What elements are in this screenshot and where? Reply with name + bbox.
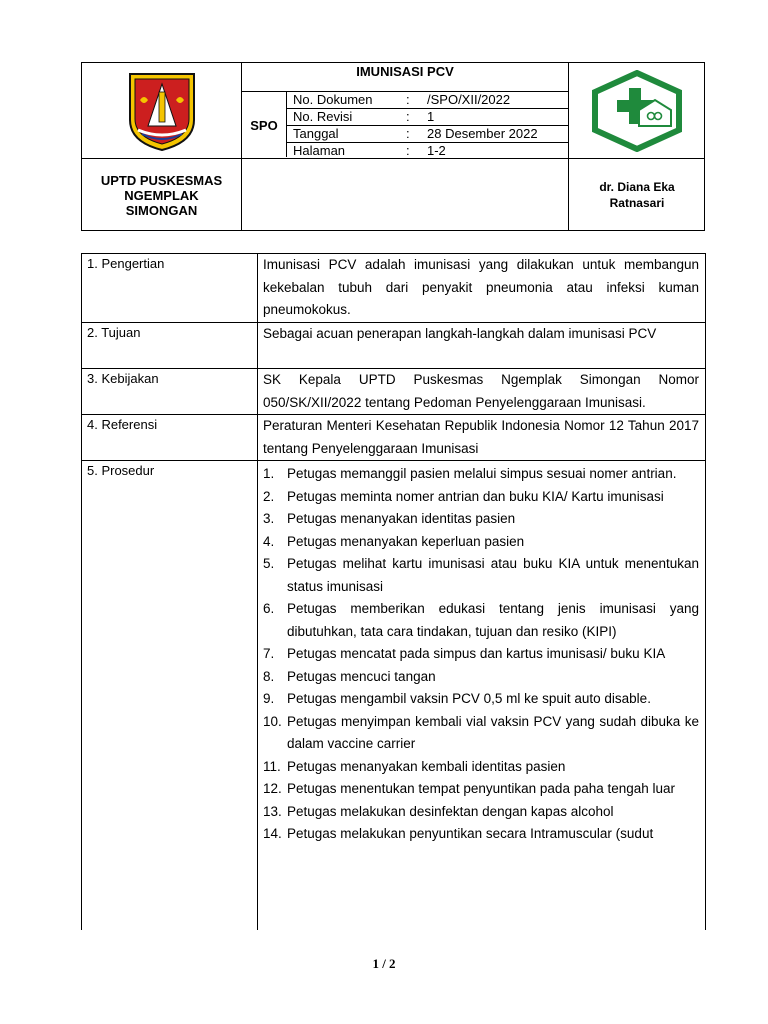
step-text: Petugas memanggil pasien melalui simpus sesuai nomer antrian. <box>287 466 677 481</box>
document-title: IMUNISASI PCV <box>356 64 454 79</box>
procedure-step <box>263 486 699 509</box>
meta-row <box>287 92 568 109</box>
section-tujuan <box>82 323 705 369</box>
step-text: Petugas mencatat pada simpus dan kartus imunisasi/ buku KIA <box>287 646 666 661</box>
meta-key: No. Dokumen <box>293 92 373 107</box>
step-number: 9. <box>263 691 275 706</box>
meta-value: 28 Desember 2022 <box>427 126 538 141</box>
section-prosedur <box>82 461 705 930</box>
page-number: 1 / 2 <box>372 956 396 971</box>
org-name-line: NGEMPLAK <box>124 187 199 203</box>
procedure-step <box>263 553 699 598</box>
step-text: Petugas melakukan desinfektan dengan kapas alcohol <box>287 803 614 819</box>
city-crest-logo <box>82 63 241 158</box>
step-number: 13. <box>263 803 282 819</box>
procedure-table <box>81 253 706 930</box>
crest-icon <box>124 70 200 152</box>
step-number: 4. <box>263 533 275 549</box>
meta-value: 1-2 <box>427 143 446 158</box>
puskesmas-hexagon-icon <box>591 70 683 152</box>
step-number: 11. <box>263 758 281 774</box>
step-number: 8. <box>263 668 275 684</box>
meta-row <box>287 109 568 126</box>
section-label: 5. Prosedur <box>87 463 155 478</box>
meta-key: Halaman <box>293 143 346 158</box>
procedure-step <box>263 643 699 666</box>
meta-value: 1 <box>427 109 435 124</box>
org-name-line: SIMONGAN <box>125 202 198 218</box>
section-kebijakan <box>82 369 705 415</box>
step-number: 12. <box>263 781 282 796</box>
section-label: 3. Kebijakan <box>87 371 159 386</box>
signer-line: Ratnasari <box>609 196 665 210</box>
document-header-table <box>81 62 705 231</box>
procedure-step <box>263 801 699 824</box>
step-text: Petugas menanyakan keperluan pasien <box>287 533 525 549</box>
procedure-step <box>263 508 699 531</box>
step-text: Petugas menentukan tempat penyuntikan pada paha tengah luar <box>287 781 676 796</box>
document-meta <box>287 92 568 159</box>
section-label: 4. Referensi <box>87 417 158 432</box>
step-number: 7. <box>263 646 275 661</box>
procedure-step <box>263 598 699 643</box>
step-text: Petugas melihat kartu imunisasi atau buku KIA untuk menentukan status imunisasi <box>287 556 699 594</box>
puskesmas-logo <box>569 63 705 158</box>
meta-key: No. Revisi <box>293 109 353 124</box>
section-label: 2. Tujuan <box>87 325 141 340</box>
organization-name <box>82 159 241 231</box>
meta-sep: : <box>406 92 410 107</box>
meta-sep: : <box>406 109 410 124</box>
step-text: Petugas melakukan penyuntikan secara Intramuscular (sudut <box>287 826 654 841</box>
meta-sep: : <box>406 126 410 141</box>
procedure-step <box>263 531 699 554</box>
step-number: 2. <box>263 488 275 504</box>
step-text: Petugas meminta nomer antrian dan buku KIA/ Kartu imunisasi <box>287 488 664 504</box>
procedure-step <box>263 778 699 801</box>
spo-label: SPO <box>250 117 278 133</box>
step-text: Petugas mengambil vaksin PCV 0,5 ml ke spuit auto disable. <box>287 691 651 706</box>
procedure-step <box>263 666 699 689</box>
org-name-line: UPTD PUSKESMAS <box>100 172 223 188</box>
signer-line: dr. Diana Eka <box>599 180 675 194</box>
procedure-steps <box>263 463 699 846</box>
step-number: 14. <box>263 826 282 841</box>
meta-value: /SPO/XII/2022 <box>427 92 511 107</box>
step-number: 5. <box>263 556 275 571</box>
step-text: Petugas menyimpan kembali vial vaksin PCV yang sudah dibuka ke dalam vaccine carrier <box>287 713 699 751</box>
meta-row <box>287 143 568 159</box>
signer-name <box>569 159 705 231</box>
section-text: Sebagai acuan penerapan langkah-langkah dalam imunisasi PCV <box>263 326 657 341</box>
procedure-step <box>263 823 699 846</box>
section-referensi <box>82 415 705 461</box>
section-label: 1. Pengertian <box>87 256 165 271</box>
step-text: Petugas mencuci tangan <box>287 668 436 684</box>
meta-sep: : <box>406 143 410 158</box>
step-text: Petugas memberikan edukasi tentang jenis imunisasi yang dibutuhkan, tata cara tindakan, tujuan dan resiko (KIPI) <box>287 601 699 639</box>
step-number: 3. <box>263 511 275 526</box>
procedure-step <box>263 711 699 756</box>
section-text: Peraturan Menteri Kesehatan Republik Indonesia Nomor 12 Tahun 2017 tentang Penyelenggaraan Imunisasi <box>263 418 699 456</box>
section-text: Imunisasi PCV adalah imunisasi yang dilakukan untuk membangun kekebalan tubuh dari penyakit pneumonia atau infeksi kuman pneumokokus. <box>263 257 699 317</box>
step-text: Petugas menanyakan kembali identitas pasien <box>287 758 566 774</box>
step-number: 1. <box>263 466 275 481</box>
section-pengertian <box>82 254 705 323</box>
meta-key: Tanggal <box>293 126 339 141</box>
step-number: 10. <box>263 713 282 729</box>
step-text: Petugas menanyakan identitas pasien <box>287 511 516 526</box>
section-text: SK Kepala UPTD Puskesmas Ngemplak Simongan Nomor 050/SK/XII/2022 tentang Pedoman Penyelenggaraan Imunisasi. <box>263 372 699 410</box>
meta-row <box>287 126 568 143</box>
step-number: 6. <box>263 601 275 616</box>
procedure-step <box>263 688 699 711</box>
procedure-step <box>263 463 699 486</box>
procedure-step <box>263 756 699 779</box>
